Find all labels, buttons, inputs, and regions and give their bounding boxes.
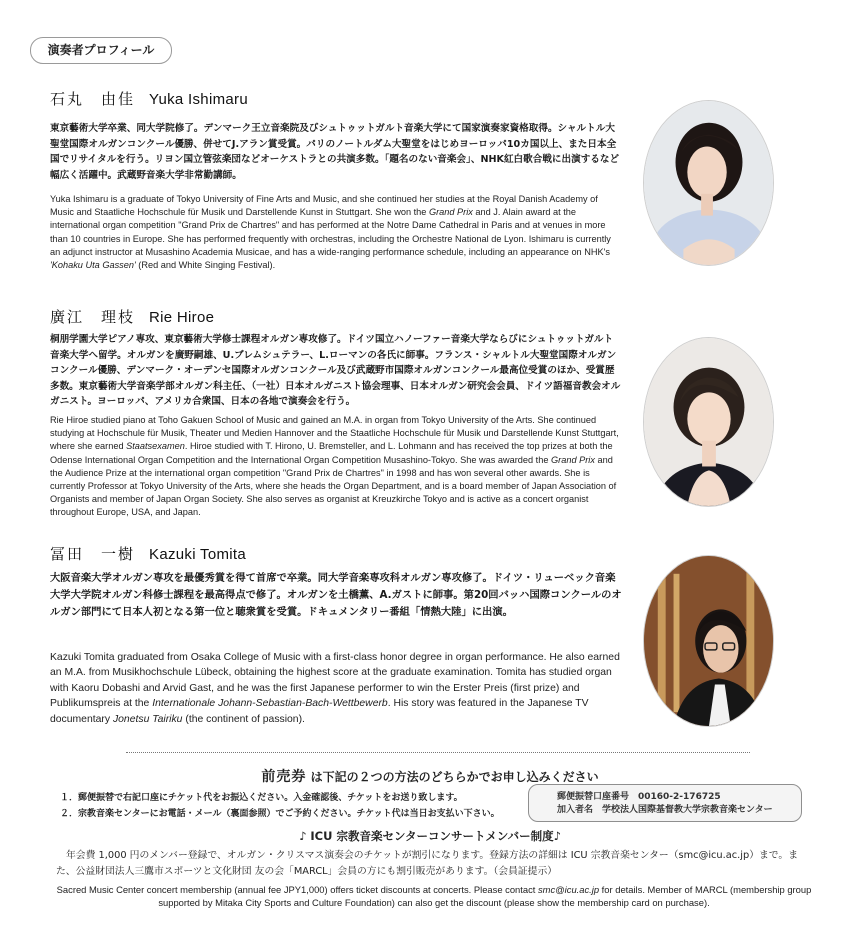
- performer-bio-jp-1: 東京藝術大学卒業、同大学院修了。デンマーク王立音楽院及びシュトゥットガルト音楽大学にて国家演奏家資格取得。シャルトル大聖堂国際オルガンコンクール優勝、併せてJ.アラン賞受賞。パリのノートルダム大聖堂をはじめヨーロッパ10カ国以上、また日本全国でリサイタルを行う。リヨン国立管弦楽団などオーケストラとの共演多数。「題名のない音楽会」、NHK紅白歌合戦に出演するなど幅広く活躍中。武蔵野音楽大学非常勤講師。: [50, 123, 620, 181]
- membership-email-link[interactable]: smc@icu.ac.jp: [537, 884, 600, 895]
- performer-name-jp: 石丸 由佳: [50, 90, 136, 108]
- bio-text: and the Audience Prize at the international organ competition "Grand Prix de Chartres" in 1998 and has won several other awards. She is currently Professor at Tokyo University of the Arts, where she heads the Organ Department, and is a board member of Japan Association of Organists and member of Japan Organ Society. She also serves as organist at Kreuzkirche Tokyo and is active as a concert organist throughout Europe, USA, and Japan.: [50, 454, 617, 518]
- performer-name-1: [50, 88, 248, 109]
- bio-italic: Staatsexamen: [126, 441, 185, 452]
- performer-photo-3: [643, 555, 774, 727]
- performer-photo-2: [643, 337, 774, 507]
- presale-method-1: １．郵便振替で右記口座にチケット代をお振込ください。入金確認後、チケットをお送り致します。: [60, 793, 463, 803]
- bio-text: and J. Alain award at the international organ competition "Grand Prix de Chartres" and has performed at the Notre Dame Cathedral in Paris and at venues in more than 10 countries in Europe. She has performed frequently with orchestras, including the Orchestre National de Lyon. Ishimaru is currently an adjunct instructor at Musashino Academia Musicae, and has a wide-ranging performance schedule, including an appearance on NHK's: [50, 207, 611, 257]
- presale-text: は下記の２つの方法のどちらかでお申し込みください: [310, 770, 599, 784]
- bio-italic: Grand Prix: [551, 454, 595, 465]
- bio-italic: Internationale Johann-Sebastian-Bach-Wettbewerb: [152, 698, 388, 710]
- bio-italic: Jonetsu Tairiku: [112, 713, 183, 725]
- bio-italic: Grand Prix: [428, 207, 473, 218]
- presale-title: 前売券: [261, 769, 307, 785]
- performer-name-2: [50, 306, 214, 327]
- bio-text: (Red and White Singing Festival).: [135, 260, 276, 271]
- performer-name-jp: 廣江 理枝: [50, 308, 136, 326]
- divider: [126, 752, 750, 753]
- section-tag: 演奏者プロフィール: [30, 37, 172, 64]
- bio-italic: 'Kohaku Uta Gassen': [50, 260, 136, 271]
- performer-bio-en-2: [50, 414, 622, 520]
- performer-bio-en-1: [50, 193, 622, 289]
- membership-text: Sacred Music Center concert membership (annual fee JPY1,000) offers ticket discounts at concerts. Please contact: [56, 884, 538, 895]
- bio-text: . His story was featured in the Japanese TV documentary: [50, 698, 589, 725]
- membership-title: ♪ ICU 宗教音楽センターコンサートメンバー制度♪: [299, 829, 561, 843]
- performer-name-3: [50, 543, 246, 564]
- presale-method-2: ２．宗教音楽センターにお電話・メール（裏面参照）でご予約ください。チケット代は当日お支払い下さい。: [60, 809, 500, 819]
- performer-bio-jp-3: 大阪音楽大学オルガン専攻を最優秀賞を得て首席で卒業。同大学音楽専攻科オルガン専攻修了。ドイツ・リューベック音楽大学大学院オルガン科修士課程を最高得点で修了。オルガンを土橋薫、A.ガストに師事。第20回バッハ国際コンクールのオルガン部門にて日本人初となる第一位と聴衆賞を受賞。ドキュメンタリー番組「情熱大陸」に出演。: [50, 572, 622, 618]
- bio-text: Kazuki Tomita graduated from Osaka College of Music with a first-class honor degree in organ performance. He also earned an M.A. from Musikhochschule Lübeck, obtaining the highest score at the graduate examination. Tomita has studied organ with Kaoru Dobashi and Arvid Gast, and he was the first Japanese performer to win the Erster Preis (first prize) and Publikumspreis at the: [50, 652, 620, 710]
- performer-bio-en-3: [50, 650, 622, 745]
- bio-text: Rie Hiroe studied piano at Toho Gakuen School of Music and gained an M.A. in organ from Tokyo University of the Arts. She continued studying at Hochschule für Musik, Theater und Medien Hannover and the Staatliche Hochschule für Musik und Darstellende Kunst Stuttgart, where she earned: [50, 415, 619, 452]
- postal-account-number: 郵便振替口座番号 00160-2-176725: [557, 792, 721, 802]
- performer-photo-1: [643, 100, 774, 266]
- membership-text-jp: 年会費 1,000 円のメンバー登録で、オルガン・クリスマス演奏会のチケットが割引になります。登録方法の詳細は ICU 宗教音楽センター（smc@icu.ac.jp）まで。また、公益財団法人三鷹市スポーツと文化財団 友の会「MARCL」会員の方にも割引販売があります。（会員証提示）: [56, 850, 798, 877]
- bio-text: Yuka Ishimaru is a graduate of Tokyo University of Fine Arts and Music, and she continued her studies at the Royal Danish Academy of Music and Staatliche Hochschule für Musik und Darstellende Kunst in Stuttgart. She won the: [50, 194, 598, 218]
- bio-text: . Hiroe studied with T. Hirono, U. Bremsteller, and L. Lohmann and has received the top prizes at both the Odense International Organ Competition and the International Organ Competition Musashino-Tokyo. She was awarded the: [50, 441, 613, 465]
- bio-text: (the continent of passion).: [182, 713, 305, 725]
- membership-text-en: [54, 884, 814, 909]
- presale-heading: [0, 766, 860, 786]
- membership-text: for details. Member of MARCL (membership group supported by Mitaka City Sports and Culture Foundation) can also get the discount (please show the membership card on purchase).: [158, 884, 812, 908]
- performer-name-en: Rie Hiroe: [149, 309, 215, 326]
- performer-bio-jp-2: 桐朋学園大学ピアノ専攻、東京藝術大学修士課程オルガン専攻修了。ドイツ国立ハノーファー音楽大学ならびにシュトゥットガルト音楽大学へ留学。オルガンを廣野嗣雄、U.ブレムシュテラー、L.ローマンの各氏に師事。フランス・シャルトル大聖堂国際オルガンコンクール優勝、デンマーク・オーデンセ国際オルガンコンクール及び武蔵野市国際オルガンコンクール最高位受賞のほか、受賞歴多数。東京藝術大学音楽学部オルガン科主任、（一社）日本オルガニスト協会理事、日本オルガン研究会会員、ドイツ語福音教会オルガニスト。ヨーロッパ、アメリカ合衆国、日本の各地で演奏会を行う。: [50, 334, 621, 408]
- performer-name-en: Kazuki Tomita: [149, 546, 247, 563]
- postal-account-holder: 加入者名 学校法人国際基督教大学宗教音楽センター: [557, 805, 773, 815]
- postal-account-box: [528, 784, 802, 822]
- performer-name-en: Yuka Ishimaru: [149, 91, 248, 108]
- performer-name-jp: 冨田 一樹: [50, 545, 136, 563]
